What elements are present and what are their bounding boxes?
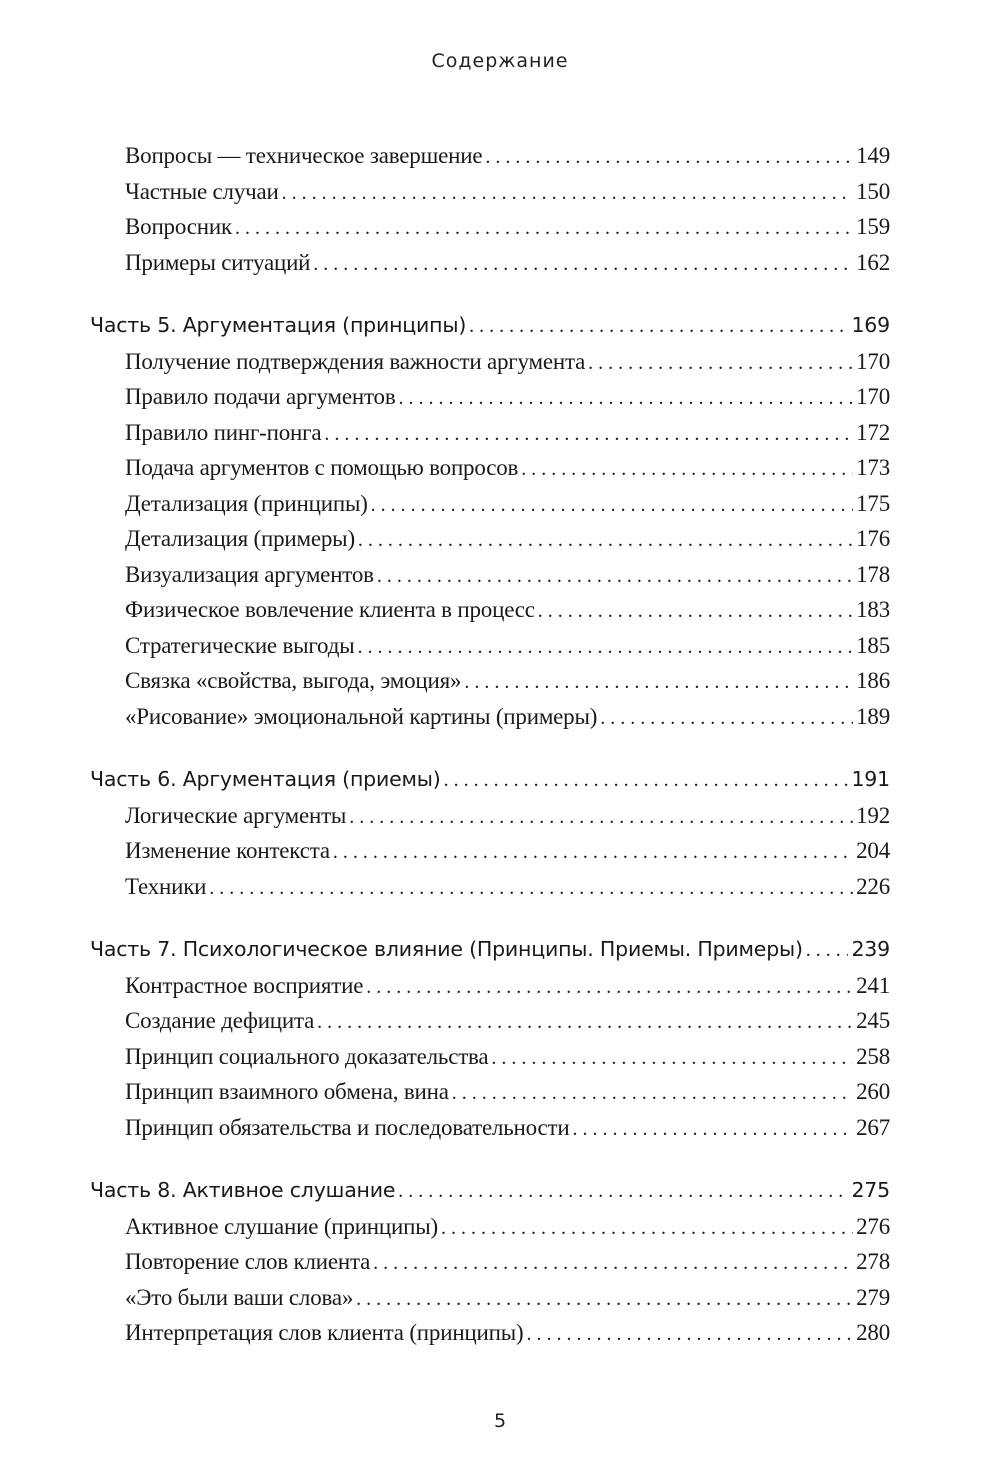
toc-entry[interactable] [90,344,890,380]
leader-dots [452,1075,853,1112]
toc-entry-page: 267 [856,1114,890,1140]
toc-entry[interactable] [90,174,890,210]
leader-dots [600,700,853,737]
leader-dots [317,1004,853,1041]
toc-entry-page: 245 [856,1008,890,1033]
toc-part-page: 275 [851,1178,890,1202]
toc-entry-title: Принцип социального доказательства [125,1043,489,1069]
leader-dots [588,345,853,382]
leader-dots [373,1245,853,1282]
toc-entry-title: Создание дефицита [125,1008,315,1033]
toc-entry-title: Детализация (принципы) [125,490,368,516]
section-gap [90,734,890,762]
toc-entry-page: 241 [856,972,890,998]
toc-entry-title: Принцип взаимного обмена, вина [125,1079,449,1104]
toc-part-5[interactable] [90,308,890,344]
toc-entry[interactable] [90,209,890,245]
toc-entry-page: 276 [856,1213,890,1239]
toc-entry[interactable] [90,1315,890,1351]
toc-entry-title: «Это были ваши слова» [125,1284,354,1310]
toc-entry-title: Физическое вовлечение клиента в процесс [125,597,535,622]
toc-part-title: Часть 5. Аргументация (принципы) [90,313,467,337]
leader-dots [526,1316,853,1353]
toc-entry-title: Частные случаи [125,178,279,204]
toc-entry-page: 172 [856,419,890,445]
toc-entry-page: 280 [856,1320,890,1345]
toc-entry-title: Получение подтверждения важности аргумента [125,348,586,374]
leader-dots [464,664,853,701]
leader-dots [441,1210,853,1247]
leader-dots [356,1281,853,1318]
toc-entry-page: 183 [856,597,890,622]
toc-entry[interactable] [90,521,890,557]
leader-dots [235,210,853,247]
toc-entry[interactable] [90,486,890,522]
toc-entry[interactable] [90,245,890,281]
toc-entry[interactable] [90,415,890,451]
section-gap [90,1145,890,1173]
toc-entry-title: Контрастное восприятие [125,972,364,998]
leader-dots [806,932,849,969]
toc-entry-title: Вопросы — техническое завершение [125,143,483,168]
leader-dots [444,762,849,799]
toc-entry[interactable] [90,1110,890,1146]
leader-dots [377,558,853,595]
running-head: Содержание [431,50,569,72]
toc-entry[interactable] [90,1209,890,1245]
toc-entry-page: 162 [856,249,890,275]
leader-dots [358,522,853,559]
toc-entry-title: Логические аргументы [125,802,347,828]
table-of-contents [90,138,890,1351]
toc-entry-title: Активное слушание (принципы) [125,1213,438,1239]
toc-part-7[interactable] [90,932,890,968]
toc-entry-page: 192 [856,802,890,828]
toc-entry-page: 278 [856,1249,890,1274]
toc-entry-page: 186 [856,668,890,693]
leader-dots [357,629,853,666]
toc-entry-page: 226 [856,873,890,899]
toc-entry[interactable] [90,663,890,699]
leader-dots [399,380,854,417]
toc-entry-title: Связка «свойства, выгода, эмоция» [125,668,462,693]
toc-entry[interactable] [90,138,890,174]
toc-entry[interactable] [90,379,890,415]
toc-part-title: Часть 8. Активное слушание [90,1178,396,1202]
toc-entry-page: 185 [856,632,890,658]
toc-entry-page: 176 [856,526,890,551]
leader-dots [209,870,853,907]
toc-entry-page: 150 [856,178,890,204]
section-gap [90,280,890,308]
toc-entry[interactable] [90,1003,890,1039]
toc-entry-title: Примеры ситуаций [125,249,311,275]
toc-entry-title: Визуализация аргументов [125,561,374,587]
toc-entry[interactable] [90,557,890,593]
leader-dots [521,451,853,488]
leader-dots [324,416,853,453]
leader-dots [485,139,853,176]
toc-part-page: 169 [851,313,890,337]
toc-part-page: 191 [851,767,890,791]
section-gap [90,904,890,932]
toc-entry-title: «Рисование» эмоциональной картины (примеры) [125,703,598,729]
toc-entry-title: Изменение контекста [125,838,330,863]
toc-entry[interactable] [90,450,890,486]
toc-part-page: 239 [851,937,890,961]
toc-entry-page: 258 [856,1043,890,1069]
toc-part-6[interactable] [90,762,890,798]
toc-entry-page: 170 [856,384,890,409]
toc-entry[interactable] [90,1074,890,1110]
toc-entry[interactable] [90,699,890,735]
leader-dots [398,1173,848,1210]
toc-entry-title: Правило пинг-понга [125,419,322,445]
toc-entry[interactable] [90,833,890,869]
toc-entry-page: 189 [856,703,890,729]
toc-entry-title: Правило подачи аргументов [125,384,396,409]
toc-entry[interactable] [90,592,890,628]
toc-entry-title: Подача аргументов с помощью вопросов [125,455,519,480]
page-number: 5 [493,1410,507,1432]
toc-entry-title: Повторение слов клиента [125,1249,371,1274]
toc-entry[interactable] [90,869,890,905]
leader-dots [573,1111,854,1148]
toc-entry-title: Техники [125,873,207,899]
leader-dots [491,1040,853,1077]
leader-dots [538,593,853,630]
toc-entry-page: 204 [856,838,890,863]
leader-dots [371,487,853,524]
toc-part-title: Часть 6. Аргументация (приемы) [90,767,441,791]
toc-entry-title: Вопросник [125,214,232,239]
leader-dots [282,175,853,212]
leader-dots [333,834,853,871]
toc-part-8[interactable] [90,1173,890,1209]
toc-entry-title: Стратегические выгоды [125,632,355,658]
toc-entry-page: 173 [856,455,890,480]
toc-entry-title: Интерпретация слов клиента (принципы) [125,1320,524,1345]
toc-part-title: Часть 7. Психологическое влияние (Принципы. Приемы. Примеры) [90,937,803,961]
leader-dots [366,969,853,1006]
toc-entry-page: 175 [856,490,890,516]
toc-entry[interactable] [90,628,890,664]
leader-dots [313,246,853,283]
leader-dots [349,799,853,836]
toc-entry-page: 279 [856,1284,890,1310]
toc-entry-title: Принцип обязательства и последовательности [125,1114,570,1140]
toc-entry-page: 159 [856,214,890,239]
toc-entry-page: 149 [856,143,890,168]
toc-entry[interactable] [90,798,890,834]
leader-dots [469,308,848,345]
toc-entry[interactable] [90,1244,890,1280]
toc-entry[interactable] [90,1039,890,1075]
toc-entry-title: Детализация (примеры) [125,526,355,551]
toc-entry[interactable] [90,968,890,1004]
toc-entry-page: 170 [856,348,890,374]
toc-entry[interactable] [90,1280,890,1316]
toc-entry-page: 260 [856,1079,890,1104]
toc-entry-page: 178 [856,561,890,587]
